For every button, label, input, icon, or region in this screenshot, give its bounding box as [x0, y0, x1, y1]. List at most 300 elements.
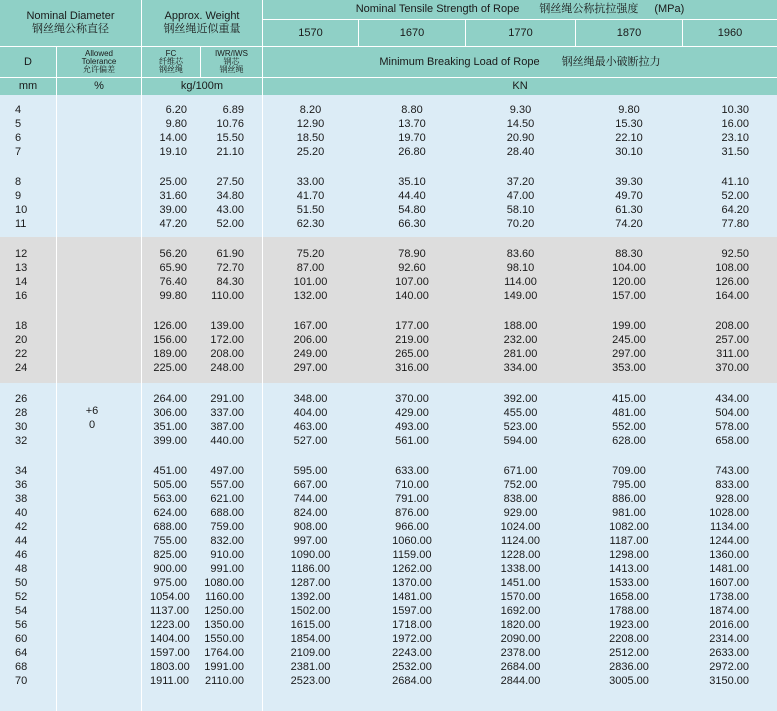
- fc-weight-cell: 99.80: [159, 290, 187, 302]
- iwr-weight-cell: 1991.00: [204, 661, 244, 673]
- fc-weight-cell: 14.00: [159, 132, 187, 144]
- load-1570-cell: 8.20: [299, 104, 322, 116]
- load-1770-cell: 1228.00: [500, 549, 541, 561]
- load-1670-cell: 493.00: [395, 421, 429, 433]
- iwr-weight-cell: 34.80: [216, 190, 244, 202]
- load-1670-cell: 92.60: [398, 262, 426, 274]
- load-1870-cell: 2512.00: [609, 647, 649, 659]
- diameter-cell: 70: [15, 675, 28, 687]
- iwr-weight-cell: 208.00: [210, 348, 244, 360]
- diameter-cell: 12: [15, 248, 28, 260]
- table-row: [0, 204, 777, 216]
- iwr-weight-cell: 910.00: [210, 549, 244, 561]
- iwr-weight-cell: 497.00: [210, 465, 244, 477]
- load-1870-cell: 981.00: [612, 507, 646, 519]
- fc-weight-cell: 624.00: [153, 507, 187, 519]
- load-1670-cell: 78.90: [398, 248, 426, 260]
- diameter-cell: 38: [15, 493, 28, 505]
- load-1960-cell: 434.00: [715, 393, 749, 405]
- diameter-cell: 11: [15, 218, 27, 230]
- iwr-weight-cell: 43.00: [216, 204, 244, 216]
- load-1770-cell: 1124.00: [501, 535, 540, 547]
- iwr-weight-cell: 84.30: [216, 276, 244, 288]
- grade-1670: 1670: [359, 20, 465, 46]
- load-1670-cell: 1060.00: [392, 535, 432, 547]
- load-1960-cell: 10.30: [721, 104, 749, 116]
- load-1670-cell: 26.80: [398, 146, 426, 158]
- fc-weight-cell: 1137.00: [150, 605, 189, 617]
- load-1870-cell: 1413.00: [609, 563, 649, 575]
- load-1570-cell: 297.00: [293, 362, 328, 374]
- tensile-strength-en: Nominal Tensile Strength of Rope: [355, 3, 520, 15]
- diameter-cell: 68: [15, 661, 28, 673]
- diameter-cell: 24: [15, 362, 28, 374]
- load-1870-cell: 199.00: [612, 320, 646, 332]
- table-row: [0, 290, 777, 302]
- load-1570-cell: 249.00: [293, 348, 328, 360]
- table-row: [0, 577, 777, 589]
- load-1570-cell: 12.90: [296, 118, 325, 130]
- load-1570-cell: 25.20: [296, 146, 325, 158]
- grade-1960: 1960: [683, 20, 777, 46]
- load-1770-cell: 14.50: [506, 118, 535, 130]
- table-row: [0, 348, 777, 360]
- iwr-weight-cell: 10.76: [216, 118, 244, 130]
- iwr-weight-cell: 27.50: [216, 176, 244, 188]
- fc-weight-cell: 1803.00: [150, 661, 190, 673]
- load-1570-cell: 595.00: [293, 465, 328, 477]
- load-1770-cell: 838.00: [503, 493, 538, 505]
- load-1960-cell: 52.00: [721, 190, 749, 202]
- approx-weight-cn: 钢丝绳近似重量: [163, 23, 241, 35]
- iwr-header: IWR/IWS 钢芯 钢丝绳: [201, 47, 262, 77]
- load-1770-cell: 1692.00: [500, 605, 541, 617]
- diameter-cell: 10: [15, 204, 28, 216]
- fc-weight-cell: 225.00: [153, 362, 187, 374]
- load-1770-cell: 2684.00: [500, 661, 541, 673]
- load-1870-cell: 353.00: [612, 362, 646, 374]
- fc-weight-cell: 563.00: [153, 493, 187, 505]
- load-1770-cell: 47.00: [506, 190, 535, 202]
- load-1770-cell: 523.00: [503, 421, 538, 433]
- load-1770-cell: 334.00: [503, 362, 538, 374]
- divider: [575, 20, 576, 47]
- load-1870-cell: 104.00: [612, 262, 646, 274]
- diameter-cell: 16: [15, 290, 28, 302]
- diameter-cell: 6: [15, 132, 22, 144]
- load-1570-cell: 87.00: [296, 262, 325, 274]
- load-1870-cell: 1533.00: [609, 577, 649, 589]
- fc-weight-cell: 9.80: [165, 118, 187, 130]
- load-1870-cell: 1788.00: [609, 605, 649, 617]
- load-1570-cell: 667.00: [293, 479, 328, 491]
- table-row: [0, 146, 777, 158]
- load-1570-cell: 2381.00: [290, 661, 331, 673]
- iwr-weight-cell: 291.00: [210, 393, 244, 405]
- iwr-weight-cell: 15.50: [216, 132, 244, 144]
- fc-weight-cell: 264.00: [153, 393, 187, 405]
- load-1770-cell: 392.00: [503, 393, 538, 405]
- load-1870-cell: 415.00: [612, 393, 646, 405]
- table-row: [0, 132, 777, 144]
- load-1870-cell: 88.30: [615, 248, 643, 260]
- load-1870-cell: 9.80: [618, 104, 640, 116]
- fc-weight-cell: 56.20: [159, 248, 187, 260]
- fc-weight-cell: 65.90: [159, 262, 187, 274]
- diameter-cell: 56: [15, 619, 28, 631]
- load-1960-cell: 1607.00: [709, 577, 749, 589]
- load-1770-cell: 1570.00: [500, 591, 541, 603]
- diameter-cell: 36: [15, 479, 28, 491]
- diameter-cell: 46: [15, 549, 28, 561]
- load-1870-cell: 30.10: [615, 146, 643, 158]
- load-1960-cell: 370.00: [715, 362, 749, 374]
- load-1960-cell: 311.00: [716, 348, 749, 360]
- load-1770-cell: 83.60: [506, 248, 535, 260]
- load-1770-cell: 594.00: [503, 435, 538, 447]
- table-row: [0, 647, 777, 659]
- fc-weight-cell: 975.00: [153, 577, 187, 589]
- load-1960-cell: 16.00: [721, 118, 749, 130]
- load-1960-cell: 2633.00: [709, 647, 749, 659]
- load-1770-cell: 1451.00: [500, 577, 541, 589]
- table-row: [0, 605, 777, 617]
- load-1670-cell: 370.00: [395, 393, 429, 405]
- load-1570-cell: 75.20: [296, 248, 325, 260]
- iwr-weight-cell: 52.00: [216, 218, 244, 230]
- load-1570-cell: 1186.00: [291, 563, 330, 575]
- load-1870-cell: 1187.00: [609, 535, 649, 547]
- load-1570-cell: 997.00: [293, 535, 328, 547]
- load-1670-cell: 1481.00: [392, 591, 432, 603]
- diameter-cell: 50: [15, 577, 28, 589]
- diameter-cell: 9: [15, 190, 22, 202]
- load-1670-cell: 107.00: [395, 276, 429, 288]
- load-1870-cell: 120.00: [612, 276, 646, 288]
- fc-weight-cell: 451.00: [153, 465, 187, 477]
- load-1770-cell: 58.10: [506, 204, 535, 216]
- nominal-diameter-cn: 钢丝绳公称直径: [32, 23, 109, 35]
- load-1670-cell: 1262.00: [392, 563, 432, 575]
- fc-weight-cell: 1223.00: [150, 619, 190, 631]
- iwr-weight-cell: 759.00: [210, 521, 244, 533]
- load-1770-cell: 455.00: [503, 407, 538, 419]
- table-row: [0, 507, 777, 519]
- grade-1770: 1770: [466, 20, 575, 46]
- diameter-cell: 40: [15, 507, 28, 519]
- load-1670-cell: 316.00: [395, 362, 429, 374]
- table-row: [0, 393, 777, 405]
- diameter-cell: 5: [15, 118, 22, 130]
- fc-weight-cell: 19.10: [159, 146, 187, 158]
- iwr-weight-cell: 1160.00: [205, 591, 244, 603]
- load-1670-cell: 1159.00: [392, 549, 432, 561]
- load-1670-cell: 140.00: [395, 290, 429, 302]
- load-1870-cell: 1298.00: [609, 549, 649, 561]
- load-1770-cell: 2090.00: [500, 633, 541, 645]
- divider: [682, 20, 683, 47]
- diameter-cell: 18: [15, 320, 28, 332]
- load-1570-cell: 908.00: [293, 521, 328, 533]
- load-1670-cell: 219.00: [395, 334, 429, 346]
- load-1870-cell: 22.10: [615, 132, 643, 144]
- load-1960-cell: 928.00: [715, 493, 749, 505]
- table-row: [0, 675, 777, 687]
- fc-weight-cell: 1054.00: [150, 591, 190, 603]
- load-1770-cell: 28.40: [506, 146, 535, 158]
- iwr-weight-cell: 2110.00: [205, 675, 244, 687]
- iwr-weight-cell: 21.10: [216, 146, 244, 158]
- iwr-weight-cell: 557.00: [210, 479, 244, 491]
- load-1670-cell: 265.00: [395, 348, 429, 360]
- load-1870-cell: 795.00: [612, 479, 646, 491]
- iwr-weight-cell: 337.00: [210, 407, 244, 419]
- grade-1870: 1870: [576, 20, 682, 46]
- load-1870-cell: 886.00: [612, 493, 646, 505]
- diameter-cell: 22: [15, 348, 28, 360]
- load-1570-cell: 744.00: [293, 493, 328, 505]
- load-1570-cell: 62.30: [296, 218, 325, 230]
- load-1770-cell: 1024.00: [500, 521, 541, 533]
- diameter-cell: 4: [15, 104, 22, 116]
- iwr-weight-cell: 72.70: [216, 262, 244, 274]
- load-1770-cell: 752.00: [503, 479, 538, 491]
- load-1670-cell: 876.00: [395, 507, 429, 519]
- table-row: [0, 661, 777, 673]
- approx-weight-en: Approx. Weight: [164, 10, 240, 22]
- load-1670-cell: 710.00: [395, 479, 429, 491]
- load-1770-cell: 671.00: [503, 465, 538, 477]
- load-1960-cell: 92.50: [721, 248, 749, 260]
- load-1960-cell: 77.80: [721, 218, 749, 230]
- table-row: [0, 176, 777, 188]
- load-1570-cell: 348.00: [293, 393, 328, 405]
- load-1670-cell: 966.00: [395, 521, 429, 533]
- load-1960-cell: 1028.00: [709, 507, 749, 519]
- fc-weight-cell: 1911.00: [150, 675, 189, 687]
- load-1870-cell: 481.00: [612, 407, 646, 419]
- approx-weight-header: [142, 0, 262, 46]
- breaking-load-en: Minimum Breaking Load of Rope: [379, 55, 540, 68]
- load-1870-cell: 628.00: [612, 435, 646, 447]
- load-1670-cell: 66.30: [398, 218, 426, 230]
- grade-1570: 1570: [263, 20, 358, 46]
- tolerance-value: +6 0: [85, 405, 99, 431]
- diameter-cell: 32: [15, 435, 28, 447]
- divider: [358, 20, 359, 47]
- iwr-weight-cell: 440.00: [210, 435, 244, 447]
- table-row: [0, 407, 777, 419]
- table-row: [0, 633, 777, 645]
- load-1570-cell: 1287.00: [290, 577, 331, 589]
- fc-weight-cell: 76.40: [159, 276, 187, 288]
- load-1960-cell: 64.20: [721, 204, 749, 216]
- nominal-diameter-en: Nominal Diameter: [26, 10, 115, 22]
- tensile-strength-header: [263, 0, 777, 19]
- tensile-strength-unit: (MPa): [654, 3, 685, 15]
- iwr-weight-cell: 1250.00: [204, 605, 244, 617]
- fc-weight-cell: 126.00: [153, 320, 187, 332]
- unit-mm: mm: [0, 78, 56, 95]
- table-row: [0, 118, 777, 130]
- load-1670-cell: 19.70: [398, 132, 426, 144]
- diameter-cell: 8: [15, 176, 22, 188]
- table-row: [0, 362, 777, 374]
- load-1770-cell: 114.00: [504, 276, 537, 288]
- iwr-weight-cell: 139.00: [210, 320, 244, 332]
- diameter-cell: 54: [15, 605, 28, 617]
- table-row: [0, 276, 777, 288]
- load-1770-cell: 20.90: [506, 132, 535, 144]
- load-1570-cell: 404.00: [293, 407, 328, 419]
- iwr-weight-cell: 832.00: [210, 535, 244, 547]
- load-1570-cell: 206.00: [293, 334, 328, 346]
- load-1960-cell: 1481.00: [709, 563, 749, 575]
- load-1870-cell: 245.00: [612, 334, 646, 346]
- fc-weight-cell: 189.00: [153, 348, 187, 360]
- fc-weight-cell: 351.00: [153, 421, 187, 433]
- load-1670-cell: 2684.00: [392, 675, 432, 687]
- load-1570-cell: 1392.00: [290, 591, 331, 603]
- load-1870-cell: 1923.00: [609, 619, 649, 631]
- fc-weight-cell: 25.00: [159, 176, 187, 188]
- load-1670-cell: 561.00: [395, 435, 429, 447]
- load-1960-cell: 833.00: [715, 479, 749, 491]
- load-1570-cell: 1615.00: [290, 619, 331, 631]
- load-1960-cell: 126.00: [715, 276, 749, 288]
- load-1570-cell: 167.00: [293, 320, 328, 332]
- load-1670-cell: 54.80: [398, 204, 426, 216]
- load-1570-cell: 101.00: [293, 276, 328, 288]
- fc-weight-cell: 688.00: [153, 521, 187, 533]
- load-1670-cell: 44.40: [398, 190, 426, 202]
- load-1960-cell: 108.00: [715, 262, 749, 274]
- load-1960-cell: 31.50: [721, 146, 749, 158]
- fc-weight-cell: 306.00: [153, 407, 187, 419]
- fc-weight-cell: 755.00: [153, 535, 187, 547]
- fc-weight-cell: 47.20: [159, 218, 187, 230]
- load-1960-cell: 658.00: [715, 435, 749, 447]
- table-row: [0, 591, 777, 603]
- load-1960-cell: 23.10: [721, 132, 749, 144]
- fc-weight-cell: 505.00: [153, 479, 187, 491]
- diameter-cell: 30: [15, 421, 28, 433]
- diameter-cell: 28: [15, 407, 28, 419]
- load-1770-cell: 1338.00: [500, 563, 541, 575]
- load-1670-cell: 1597.00: [392, 605, 432, 617]
- load-1570-cell: 2109.00: [290, 647, 331, 659]
- load-1570-cell: 527.00: [293, 435, 328, 447]
- allowed-tolerance-header: Allowed Tolerance 允许偏差: [57, 47, 141, 77]
- table-row: [0, 521, 777, 533]
- load-1870-cell: 3005.00: [609, 675, 649, 687]
- divider: [465, 20, 466, 47]
- load-1770-cell: 2378.00: [500, 647, 541, 659]
- load-1870-cell: 15.30: [615, 118, 643, 130]
- iwr-weight-cell: 688.00: [210, 507, 244, 519]
- load-1670-cell: 633.00: [395, 465, 429, 477]
- load-1570-cell: 33.00: [296, 176, 325, 188]
- fc-weight-cell: 1404.00: [150, 633, 190, 645]
- load-1570-cell: 1854.00: [290, 633, 331, 645]
- load-1570-cell: 18.50: [296, 132, 325, 144]
- fc-weight-cell: 31.60: [159, 190, 187, 202]
- load-1870-cell: 2208.00: [609, 633, 649, 645]
- table-row: [0, 479, 777, 491]
- breaking-load-header: [263, 47, 777, 77]
- unit-weight: kg/100m: [142, 78, 262, 95]
- load-1670-cell: 1972.00: [392, 633, 432, 645]
- iwr-weight-cell: 1350.00: [204, 619, 244, 631]
- load-1770-cell: 2844.00: [500, 675, 541, 687]
- load-1870-cell: 709.00: [612, 465, 646, 477]
- load-1960-cell: 1360.00: [709, 549, 749, 561]
- load-1670-cell: 1718.00: [392, 619, 432, 631]
- load-1960-cell: 208.00: [715, 320, 749, 332]
- diameter-cell: 64: [15, 647, 28, 659]
- load-1870-cell: 1082.00: [609, 521, 649, 533]
- load-1770-cell: 9.30: [509, 104, 532, 116]
- table-row: [0, 563, 777, 575]
- load-1960-cell: 1244.00: [709, 535, 749, 547]
- fc-weight-cell: 156.00: [153, 334, 187, 346]
- fc-weight-cell: 825.00: [153, 549, 187, 561]
- fc-weight-cell: 900.00: [153, 563, 187, 575]
- load-1960-cell: 743.00: [715, 465, 749, 477]
- load-1870-cell: 49.70: [615, 190, 643, 202]
- load-1670-cell: 35.10: [398, 176, 426, 188]
- load-1570-cell: 1502.00: [290, 605, 331, 617]
- iwr-weight-cell: 621.00: [210, 493, 244, 505]
- load-1670-cell: 177.00: [395, 320, 429, 332]
- diameter-cell: 14: [15, 276, 28, 288]
- load-1770-cell: 1820.00: [500, 619, 541, 631]
- load-1870-cell: 157.00: [612, 290, 646, 302]
- table-row: [0, 218, 777, 230]
- load-1960-cell: 257.00: [715, 334, 749, 346]
- load-1870-cell: 39.30: [615, 176, 643, 188]
- iwr-weight-cell: 110.00: [211, 290, 244, 302]
- iwr-weight-cell: 61.90: [216, 248, 244, 260]
- diameter-cell: 13: [15, 262, 28, 274]
- load-1870-cell: 61.30: [615, 204, 643, 216]
- diameter-cell: 26: [15, 393, 28, 405]
- fc-weight-cell: 399.00: [153, 435, 187, 447]
- iwr-weight-cell: 1080.00: [204, 577, 244, 589]
- load-1960-cell: 41.10: [721, 176, 749, 188]
- table-row: [0, 549, 777, 561]
- load-1670-cell: 429.00: [395, 407, 429, 419]
- iwr-weight-cell: 248.00: [210, 362, 244, 374]
- table-row: [0, 334, 777, 346]
- tensile-strength-cn: 钢丝绳公称抗拉强度: [539, 3, 639, 15]
- table-row: [0, 421, 777, 433]
- load-1770-cell: 281.00: [503, 348, 538, 360]
- load-1670-cell: 1370.00: [392, 577, 432, 589]
- load-1670-cell: 2532.00: [392, 661, 432, 673]
- diameter-cell: 20: [15, 334, 28, 346]
- iwr-weight-cell: 1550.00: [204, 633, 244, 645]
- load-1960-cell: 1874.00: [709, 605, 749, 617]
- table-row: [0, 320, 777, 332]
- load-1770-cell: 70.20: [506, 218, 535, 230]
- load-1870-cell: 552.00: [612, 421, 646, 433]
- load-1960-cell: 2972.00: [709, 661, 749, 673]
- table-row: [0, 248, 777, 260]
- diameter-cell: 48: [15, 563, 28, 575]
- load-1960-cell: 1134.00: [710, 521, 749, 533]
- load-1960-cell: 504.00: [715, 407, 749, 419]
